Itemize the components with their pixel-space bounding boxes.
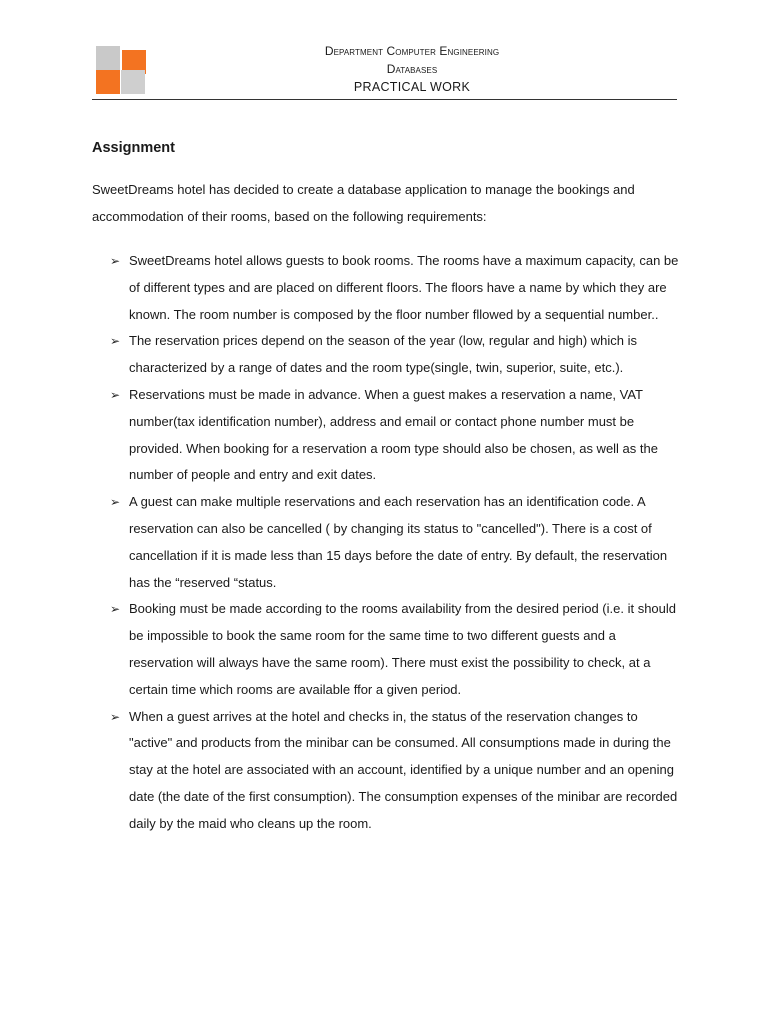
list-item [92, 248, 692, 328]
assignment-intro: SweetDreams hotel has decided to create a database application to manage the bookings and accommodation of their rooms, based on the following requirements: [92, 182, 635, 224]
logo-square-gray-bottom-right [121, 70, 145, 94]
list-item [92, 328, 692, 382]
requirement-text: Booking must be made according to the rooms availability from the desired period (i.e. it should be impossible to book the same room for the same time to two different guests and a reservation will always have the same room). There must exist the possibility to check, at a certain time which rooms are available ffor a given period. [129, 601, 677, 697]
header-department: Department Computer Engineering [324, 44, 500, 58]
arrowhead-bullet-icon: ➢ [110, 495, 121, 510]
list-item [92, 382, 692, 489]
logo-square-gray-top-left [96, 46, 120, 70]
arrowhead-bullet-icon: ➢ [110, 334, 121, 349]
list-item [92, 596, 692, 703]
requirement-text: When a guest arrives at the hotel and checks in, the status of the reservation changes to "active" and products from the minibar can be consumed. All consumptions made in during the stay at the hotel are associated with an account, identified by a unique number and an opening date (the date of the first consumption). The consumption expenses of the minibar are recorded daily by the maid who cleans up the room. [129, 708, 678, 831]
list-item [92, 704, 692, 838]
header-course: Databases [386, 62, 438, 76]
logo-square-orange-bottom-left [96, 70, 120, 94]
header-divider [92, 99, 677, 100]
requirement-text: The reservation prices depend on the season of the year (low, regular and high) which is characterized by a range of dates and the room type(single, twin, superior, suite, etc.). [129, 333, 638, 376]
arrowhead-bullet-icon: ➢ [110, 602, 121, 617]
requirement-text: Reservations must be made in advance. When a guest makes a reservation a name, VAT number(tax identification number), address and email or contact phone number must be provided. When booking for a reservation a room type should also be chosen, as well as the number of people and entry and exit dates. [129, 386, 658, 483]
list-item [92, 489, 692, 596]
assignment-title: Assignment [92, 140, 175, 156]
arrowhead-bullet-icon: ➢ [110, 387, 121, 402]
header-doc-type: PRACTICAL WORK [353, 80, 471, 94]
requirement-text: A guest can make multiple reservations and each reservation has an identification code. A reservation can also be cancelled ( by changing its status to "cancelled"). There is a cost of cancellation if it is made less than 15 days before the date of entry. By default, the reservation has the “reserved “status. [129, 494, 668, 590]
orange-gray-squares-logo-icon [95, 45, 147, 97]
requirements-list [92, 248, 692, 838]
requirement-text: SweetDreams hotel allows guests to book rooms. The rooms have a maximum capacity, can be of different types and are placed on different floors. The floors have a name by which they are known. The room number is composed by the floor number fllowed by a sequential number.. [129, 253, 679, 322]
arrowhead-bullet-icon: ➢ [110, 709, 121, 724]
arrowhead-bullet-icon: ➢ [110, 254, 121, 268]
